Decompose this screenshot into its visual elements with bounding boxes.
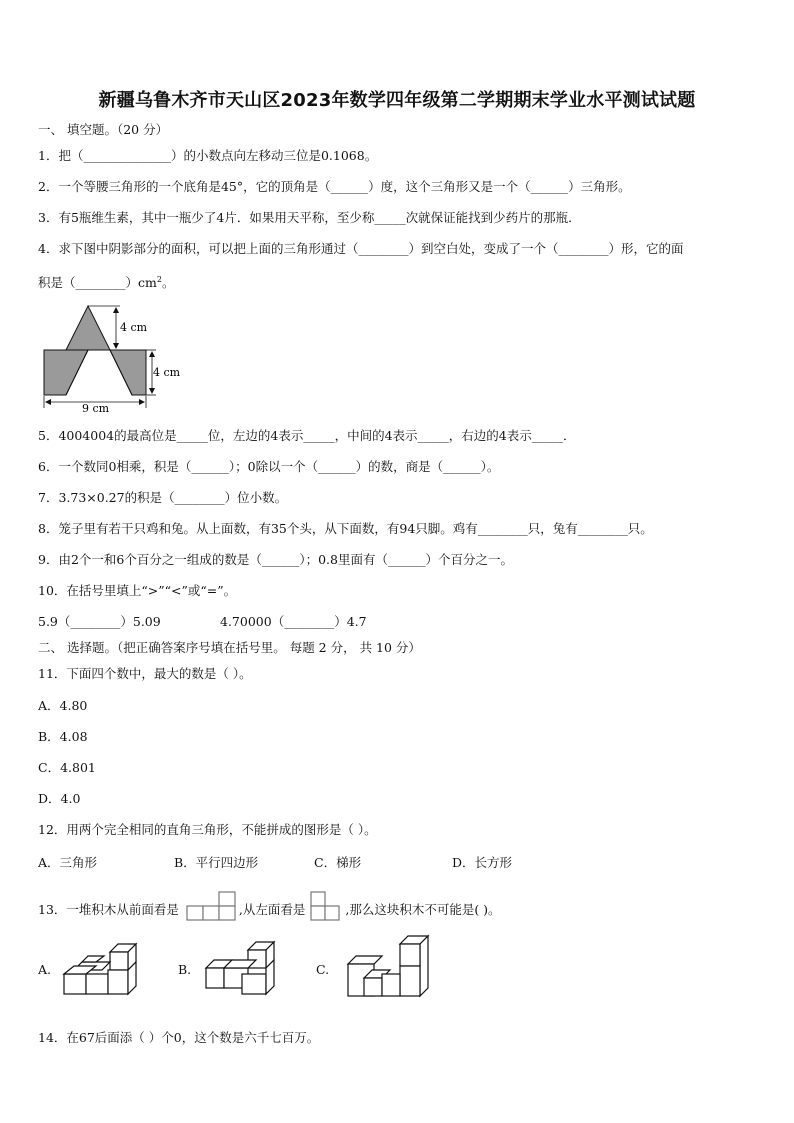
- question-13-option-b-label: B.: [178, 962, 192, 977]
- question-11-option-b: B．4.08: [38, 729, 88, 744]
- question-13: [38, 890, 501, 922]
- question-11: 11．下面四个数中，最大的数是（ ）。: [38, 666, 252, 681]
- label-right-height: 4 cm: [153, 366, 181, 379]
- question-8: 8．笼子里有若干只鸡和兔。从上面数，有35个头，从下面数，有94只脚。鸡有________只，兔有________只。: [38, 521, 653, 536]
- question-12-option-a: A．三角形: [38, 855, 98, 870]
- question-10: 10．在括号里填上“>”“<”或“=”。: [38, 583, 237, 598]
- section-2-heading: 二、 选择题。（把正确答案序号填在括号里。 每题 2 分， 共 10 分）: [38, 640, 421, 655]
- question-12-option-c: C．梯形: [314, 855, 362, 870]
- bottom-shaded-region: [44, 350, 88, 395]
- top-triangle: [66, 306, 110, 350]
- question-11-option-d: D．4.0: [38, 791, 81, 806]
- cube-stack-option-b: [198, 940, 280, 998]
- question-13-option-a-label: A.: [38, 962, 52, 977]
- question-13-option-c-label: C.: [316, 962, 330, 977]
- question-7: 7．3.73×0.27的积是（________）位小数。: [38, 490, 288, 505]
- cube-stack-option-a: [60, 940, 142, 998]
- question-4-line-1: 4．求下图中阴影部分的面积，可以把上面的三角形通过（________）到空白处，变成了一个（________）形，它的面: [38, 241, 684, 256]
- label-bottom-width: 9 cm: [82, 402, 110, 415]
- question-10-part-b: 4.70000（________）4.7: [220, 614, 367, 629]
- question-12: 12．用两个完全相同的直角三角形，不能拼成的图形是（ ）。: [38, 822, 377, 837]
- cube-stack-option-c: [342, 934, 434, 1000]
- section-1-heading: 一、 填空题。（20 分）: [38, 122, 169, 137]
- left-view-figure: [309, 890, 345, 922]
- question-14: 14．在67后面添（ ）个0，这个数是六千七百万。: [38, 1030, 320, 1045]
- question-4-end: 。: [161, 275, 175, 291]
- question-12-option-d: D．长方形: [452, 855, 513, 870]
- question-5: 5．4004004的最高位是_____位，左边的4表示_____，中间的4表示_____，右边的4表示_____．: [38, 428, 576, 443]
- question-13-text-3: ,那么这块积木不可能是( )。: [345, 902, 501, 917]
- unit-exponent: 2: [156, 275, 162, 284]
- question-3: 3．有5瓶维生素，其中一瓶少了4片．如果用天平称，至少称_____次就保证能找到少药片的那瓶．: [38, 210, 581, 225]
- question-4-area-text: 积是（________）cm: [38, 275, 157, 291]
- question-6: 6．一个数同0相乘，积是（______）；0除以一个（______）的数，商是（______）。: [38, 459, 500, 474]
- question-2: 2．一个等腰三角形的一个底角是45°，它的顶角是（______）度，这个三角形又是一个（______）三角形。: [38, 179, 631, 194]
- question-1: 1．把（______________）的小数点向左移动三位是0.1068。: [38, 148, 378, 163]
- shaded-area-figure: [36, 300, 186, 416]
- question-13-text-1: 13．一堆积木从前面看是: [38, 902, 179, 917]
- label-top-height: 4 cm: [120, 321, 148, 334]
- question-10-part-a: 5.9（________）5.09: [38, 614, 161, 629]
- question-9: 9．由2个一和6个百分之一组成的数是（______）；0.8里面有（______）个百分之一。: [38, 552, 513, 567]
- page-title: 新疆乌鲁木齐市天山区2023年数学四年级第二学期期末学业水平测试试题: [98, 90, 696, 111]
- question-12-option-b: B．平行四边形: [174, 855, 259, 870]
- question-11-option-c: C．4.801: [38, 760, 96, 775]
- question-4-line-2: [38, 272, 174, 291]
- front-view-figure: [183, 890, 239, 922]
- question-13-text-2: ,从左面看是: [238, 902, 306, 917]
- question-11-option-a: A．4.80: [38, 698, 88, 713]
- bottom-shaded-region-right: [110, 350, 146, 395]
